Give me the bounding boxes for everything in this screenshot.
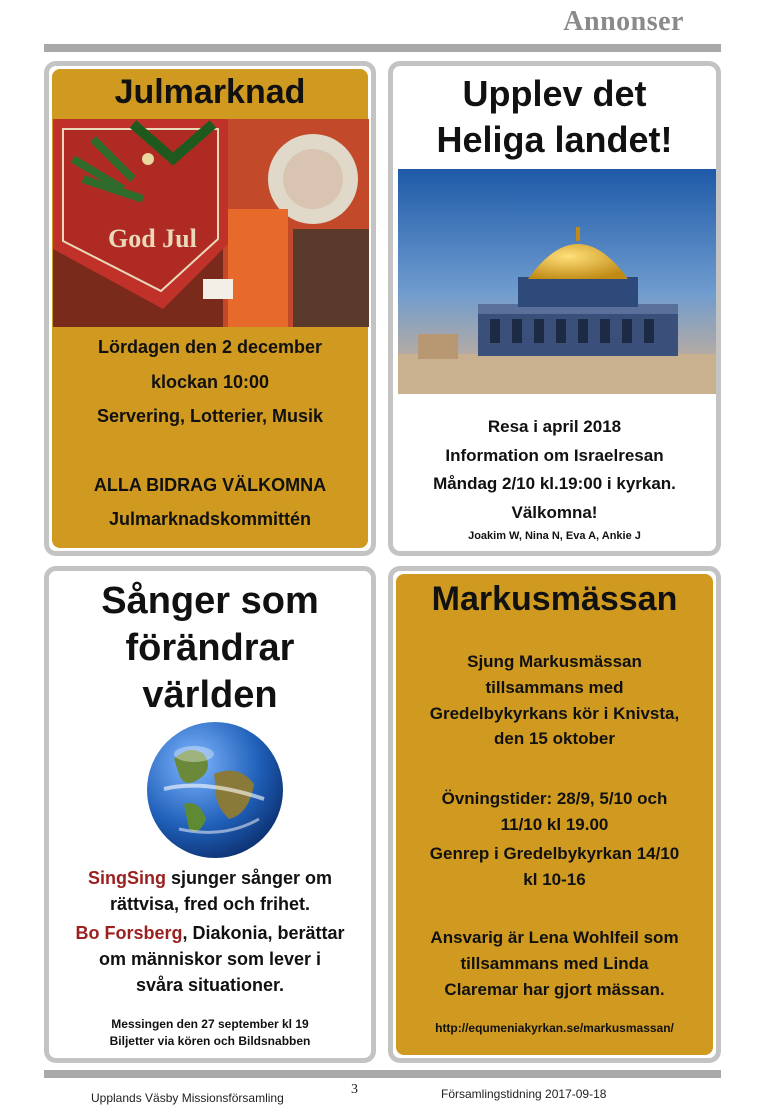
julmarknad-card <box>44 61 376 556</box>
sanger-line-5: svåra situationer. <box>135 975 285 995</box>
jul-line-5: Julmarknadskommittén <box>108 509 312 529</box>
bottom-divider <box>44 1070 721 1078</box>
markus-line-5: Övningstider: 28/9, 5/10 och <box>441 789 668 808</box>
singsing-name: SingSing <box>87 868 166 888</box>
sanger-title-line1: Sånger som <box>101 580 319 622</box>
markus-line-9: Ansvarig är Lena Wohlfeil som <box>430 928 679 947</box>
heliga-title-line2: Heliga landet! <box>436 119 673 160</box>
markus-line-7: Genrep i Gredelbykyrkan 14/10 <box>429 844 680 863</box>
markus-line-4: den 15 oktober <box>494 729 615 748</box>
heliga-names: Joakim W, Nina N, Eva A, Ankie J <box>468 530 641 542</box>
markus-line-8: kl 10-16 <box>523 870 586 889</box>
julmarknad-panel <box>52 69 368 548</box>
heliga-line-1: Resa i april 2018 <box>487 417 622 436</box>
jul-line-3: Servering, Lotterier, Musik <box>96 406 324 426</box>
sanger-panel <box>52 574 368 1055</box>
jul-line-1: Lördagen den 2 december <box>97 337 323 357</box>
julmarknad-title: Julmarknad <box>114 73 306 111</box>
sanger-title-line3: världen <box>142 674 278 716</box>
heliga-landet-panel <box>396 69 713 548</box>
markus-line-1: Sjung Markusmässan <box>467 652 642 671</box>
markus-line-6: 11/10 kl 19.00 <box>500 815 609 834</box>
sanger-line-1 <box>52 868 368 889</box>
heliga-line-4: Välkomna! <box>511 503 598 522</box>
jul-line-4: ALLA BIDRAG VÄLKOMNA <box>93 475 327 495</box>
markus-line-2: tillsammans med <box>485 678 624 697</box>
sanger-line-2: rättvisa, fred och frihet. <box>109 894 311 914</box>
footer-left: Upplands Väsby Missionsförsamling <box>91 1091 284 1105</box>
sanger-line-3 <box>52 923 368 944</box>
markus-url[interactable]: http://equmeniakyrkan.se/markusmassan/ <box>435 1021 674 1035</box>
dome-of-the-rock-photo <box>398 169 716 394</box>
markus-line-10: tillsammans med Linda <box>460 954 649 973</box>
god-jul-sign-text: God Jul <box>108 224 197 253</box>
sanger-title-line2: förändrar <box>125 627 295 669</box>
sanger-line-3-rest: , Diakonia, berättar <box>182 923 345 943</box>
earth-globe-image <box>144 719 286 861</box>
page-number: 3 <box>351 1082 358 1097</box>
sanger-line-4: om människor som lever i <box>98 949 322 969</box>
sanger-small-1: Messingen den 27 september kl 19 <box>111 1017 309 1031</box>
footer-right: Församlingstidning 2017-09-18 <box>441 1087 607 1101</box>
sanger-line-1-rest: sjunger sånger om <box>165 868 333 888</box>
heliga-title-line1: Upplev det <box>462 73 647 114</box>
heliga-landet-card <box>388 61 721 556</box>
markus-panel <box>396 574 713 1055</box>
jul-line-2: klockan 10:00 <box>150 372 270 392</box>
heliga-line-2: Information om Israelresan <box>445 446 664 465</box>
heliga-line-3: Måndag 2/10 kl.19:00 i kyrkan. <box>433 474 676 493</box>
markus-line-3: Gredelbykyrkans kör i Knivsta, <box>429 704 680 723</box>
sanger-small-2: Biljetter via kören och Bildsnabben <box>109 1034 311 1048</box>
christmas-market-photo <box>53 119 369 327</box>
markus-line-11: Claremar har gjort mässan. <box>444 980 665 999</box>
sanger-card <box>44 566 376 1063</box>
markus-title: Markusmässan <box>431 580 678 618</box>
section-title: Annonser <box>563 6 684 37</box>
top-divider <box>44 44 721 52</box>
markus-card <box>388 566 721 1063</box>
bo-forsberg-name: Bo Forsberg <box>75 923 183 943</box>
